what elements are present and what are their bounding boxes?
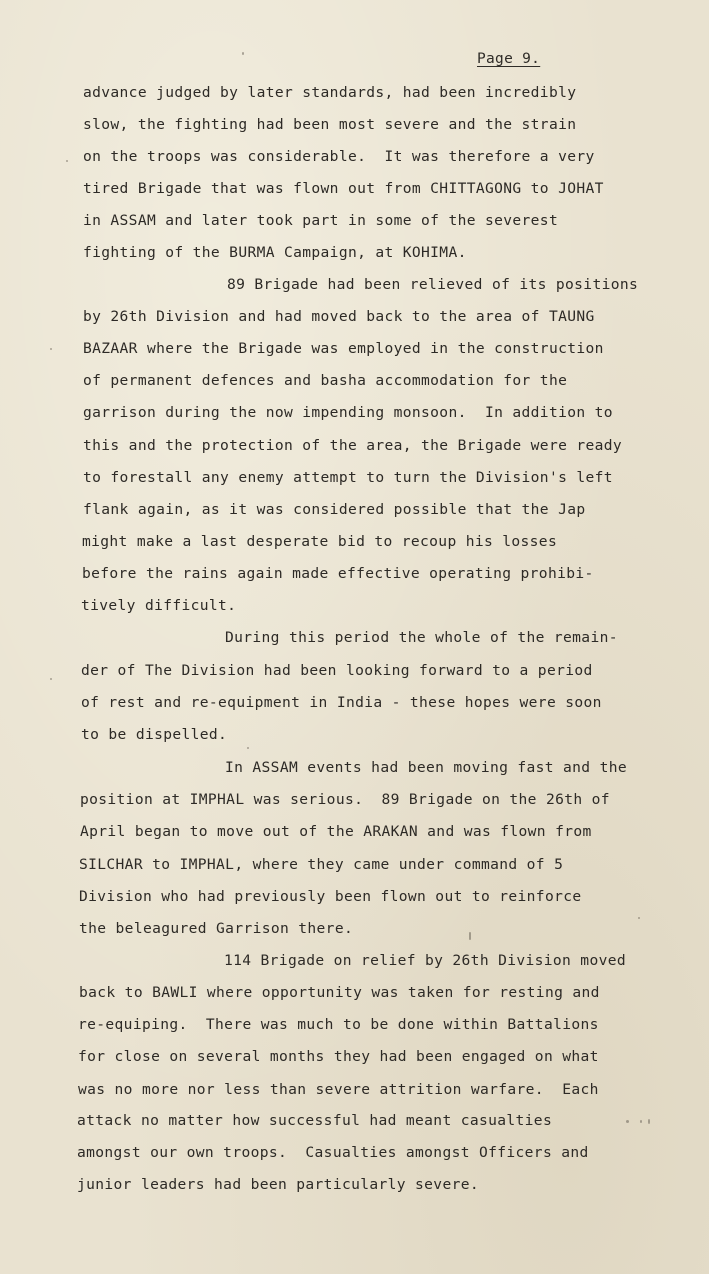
ink-speck bbox=[626, 1120, 629, 1123]
text-line: flank again, as it was considered possible that the Jap bbox=[83, 501, 586, 518]
text-line: of permanent defences and basha accommodation for the bbox=[83, 372, 568, 389]
text-line: SILCHAR to IMPHAL, where they came under command of 5 bbox=[79, 856, 564, 873]
text-line: back to BAWLI where opportunity was taken for resting and bbox=[79, 984, 600, 1001]
text-line: fighting of the BURMA Campaign, at KOHIMA. bbox=[83, 244, 467, 261]
text-line: re-equiping. There was much to be done within Battalions bbox=[78, 1016, 599, 1033]
ink-speck bbox=[247, 747, 249, 749]
text-line: before the rains again made effective operating prohibi- bbox=[82, 565, 594, 582]
text-line: 89 Brigade had been relieved of its positions bbox=[227, 276, 639, 293]
text-line: amongst our own troops. Casualties amongst Officers and bbox=[77, 1144, 589, 1161]
ink-speck bbox=[50, 678, 52, 680]
text-line: position at IMPHAL was serious. 89 Brigade on the 26th of bbox=[80, 791, 610, 808]
text-line: slow, the fighting had been most severe and the strain bbox=[83, 116, 577, 133]
text-line: was no more nor less than severe attrition warfare. Each bbox=[78, 1081, 599, 1098]
ink-speck bbox=[469, 932, 471, 940]
text-line: in ASSAM and later took part in some of the severest bbox=[83, 212, 559, 229]
text-line: der of The Division had been looking forward to a period bbox=[81, 662, 593, 679]
text-line: by 26th Division and had moved back to the area of TAUNG bbox=[83, 308, 595, 325]
text-line: tively difficult. bbox=[81, 597, 237, 614]
text-line: tired Brigade that was flown out from CHITTAGONG to JOHAT bbox=[83, 180, 604, 197]
text-line: of rest and re-equipment in India - these hopes were soon bbox=[81, 694, 602, 711]
text-line: advance judged by later standards, had been incredibly bbox=[83, 84, 577, 101]
text-line: garrison during the now impending monsoon. In addition to bbox=[83, 404, 613, 421]
text-line: During this period the whole of the remain- bbox=[225, 629, 618, 646]
text-line: on the troops was considerable. It was therefore a very bbox=[83, 148, 595, 165]
ink-speck bbox=[50, 348, 52, 350]
ink-speck bbox=[66, 160, 68, 162]
text-line: the beleagured Garrison there. bbox=[79, 920, 354, 937]
ink-speck bbox=[640, 1120, 642, 1123]
text-line: BAZAAR where the Brigade was employed in the construction bbox=[83, 340, 604, 357]
ink-speck bbox=[648, 1119, 650, 1124]
text-line: Division who had previously been flown out to reinforce bbox=[79, 888, 582, 905]
text-line: attack no matter how successful had meant casualties bbox=[77, 1112, 553, 1129]
text-line: In ASSAM events had been moving fast and the bbox=[225, 759, 627, 776]
text-line: 114 Brigade on relief by 26th Division moved bbox=[224, 952, 626, 969]
text-line: for close on several months they had been engaged on what bbox=[78, 1048, 599, 1065]
text-line: junior leaders had been particularly severe. bbox=[77, 1176, 479, 1193]
text-line: to forestall any enemy attempt to turn the Division's left bbox=[83, 469, 613, 486]
text-line: to be dispelled. bbox=[81, 726, 228, 743]
text-line: April began to move out of the ARAKAN and was flown from bbox=[80, 823, 592, 840]
text-line: this and the protection of the area, the Brigade were ready bbox=[83, 437, 623, 454]
text-line: might make a last desperate bid to recoup his losses bbox=[82, 533, 558, 550]
page-number: Page 9. bbox=[477, 51, 541, 67]
ink-speck bbox=[638, 917, 640, 919]
ink-speck bbox=[242, 52, 244, 55]
